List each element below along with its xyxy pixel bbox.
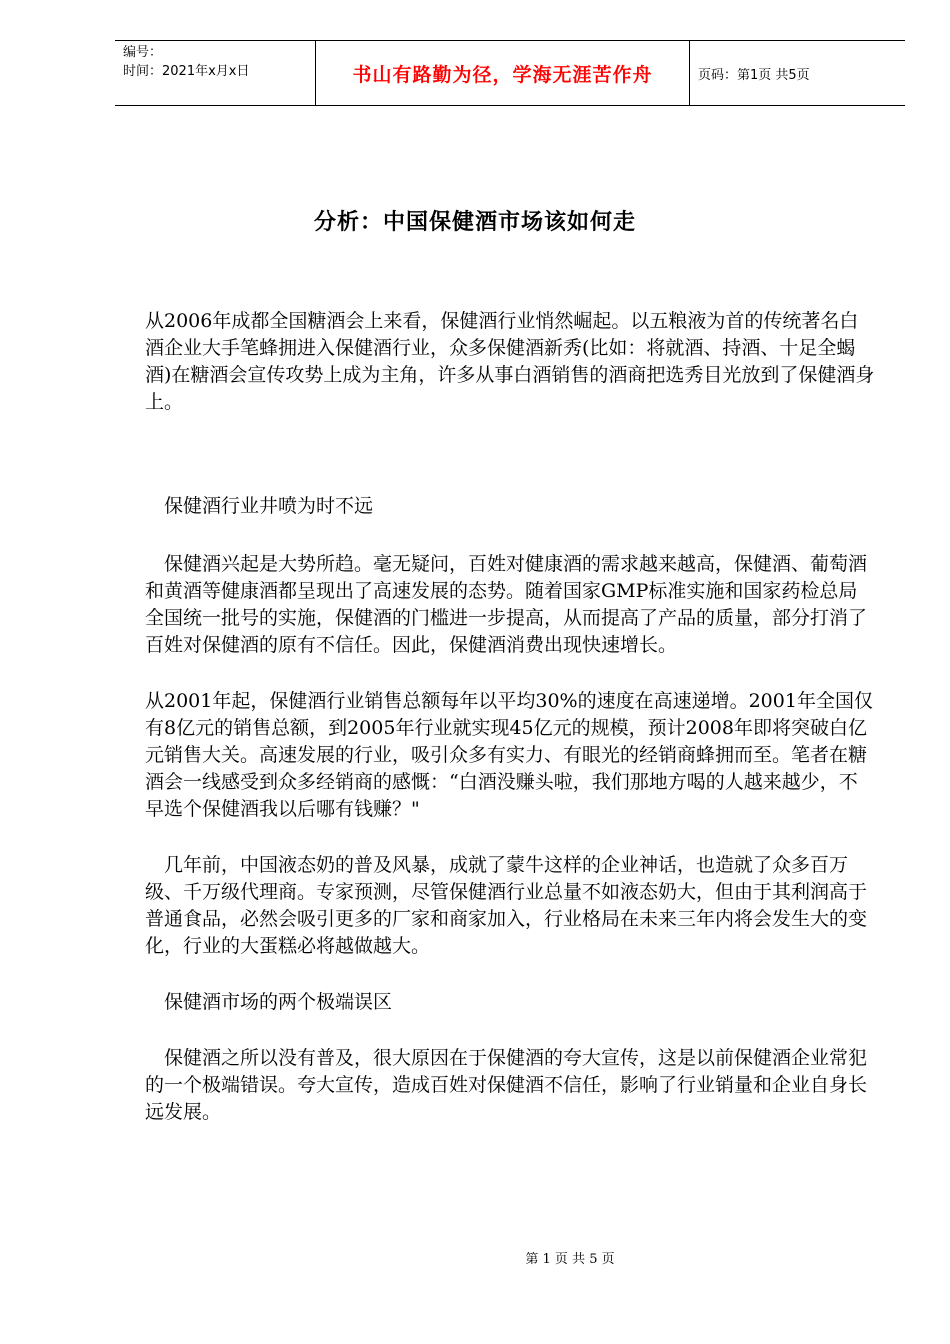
paragraph-4: 几年前，中国液态奶的普及风暴，成就了蒙牛这样的企业神话，也造就了众多百万级、千万级代理商。专家预测，尽管保健酒行业总量不如液态奶大，但由于其利润高于普通食品，必然会吸引更多的厂家和商家加入，行业格局在未来三年内将会发生大的变化，行业的大蛋糕必将越做越大。 bbox=[145, 854, 868, 957]
page-info-text: 页码：第1页 共5页 bbox=[698, 67, 810, 83]
document-title: 分析：中国保健酒市场该如何走 bbox=[313, 210, 636, 235]
header-motto-cell bbox=[316, 41, 690, 105]
document-body bbox=[145, 308, 875, 1126]
header-page-info bbox=[690, 41, 905, 105]
header-meta bbox=[115, 41, 316, 105]
paragraph-2: 保健酒兴起是大势所趋。毫无疑问，百姓对健康酒的需求越来越高，保健酒、葡萄酒和黄酒等健康酒都呈现出了高速发展的态势。随着国家GMP标准实施和国家药检总局全国统一批号的实施，保健酒的门槛进一步提高，从而提高了产品的质量，部分打消了百姓对保健酒的原有不信任。因此，保健酒消费出现快速增长。 bbox=[145, 553, 868, 656]
motto-text: 书山有路勤为径，学海无涯苦作舟 bbox=[352, 63, 653, 86]
time-label: 时间：2021年x月x日 bbox=[123, 64, 250, 79]
paragraph-3: 从2001年起，保健酒行业销售总额每年以平均30%的速度在高速递增。2001年全国仅有8亿元的销售总额，到2005年行业就实现45亿元的规模，预计2008年即将突破白亿元销售大关。高速发展的行业，吸引众多有实力、有眼光的经销商蜂拥而至。笔者在糖酒会一线感受到众多经销商的感慨：“白酒没赚头啦，我们那地方喝的人越来越少，不早选个保健酒我以后哪有钱赚？" bbox=[145, 690, 873, 820]
page-header bbox=[115, 40, 905, 106]
page-footer: 第 1 页 共 5 页 bbox=[525, 1252, 615, 1267]
section-heading-1: 保健酒行业井喷为时不远 bbox=[145, 495, 374, 517]
paragraph-6: 保健酒之所以没有普及，很大原因在于保健酒的夸大宣传，这是以前保健酒企业常犯的一个极端错误。夸大宣传，造成百姓对保健酒不信任，影响了行业销量和企业自身长远发展。 bbox=[145, 1047, 868, 1123]
paragraph-intro: 从2006年成都全国糖酒会上来看，保健酒行业悄然崛起。以五粮液为首的传统著名白酒企业大手笔蜂拥进入保健酒行业，众多保健酒新秀(比如：将就酒、持酒、十足全蝎酒)在糖酒会宣传攻势上成为主角，许多从事白酒销售的酒商把选秀目光放到了保健酒身上。 bbox=[145, 310, 875, 413]
section-heading-2: 保健酒市场的两个极端误区 bbox=[145, 991, 393, 1013]
number-label: 编号： bbox=[123, 45, 163, 60]
